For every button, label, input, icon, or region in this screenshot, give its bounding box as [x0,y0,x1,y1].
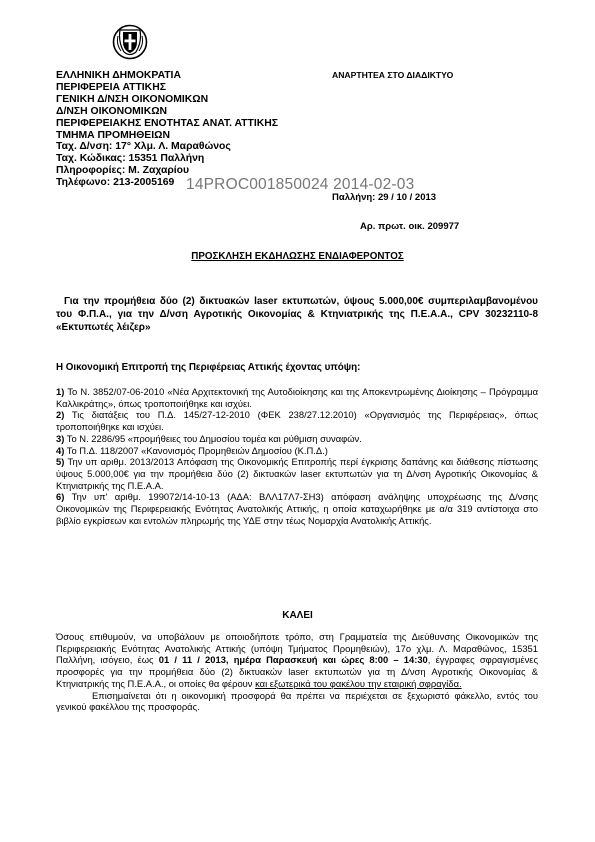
header-phone: Τηλέφωνο: 213-2005169 [56,177,175,189]
list-item [56,445,538,457]
item-number: 3) [56,432,65,444]
seal-requirement-text: και εξωτερικά του φακέλου την εταιρική σφραγίδα. [255,677,462,689]
list-item [56,433,538,445]
header-regional-unit: ΠΕΡΙΦΕΡΕΙΑΚΗΣ ΕΝΟΤΗΤΑΣ ΑΝΑΤ. ΑΤΤΙΚΗΣ [56,117,278,129]
header-postal-code: Ταχ. Κώδικας: 15351 Παλλήνη [56,153,205,165]
item-number: 5) [56,456,65,468]
header-address: Ταχ. Δ/νση: 17° Χλμ. Λ. Μαραθώνος [56,141,231,153]
item-number: 4) [56,444,65,456]
item-text: Την υπ' αριθμ. 199072/14-10-13 (ΑΔΑ: ΒΛΛ17Λ7-ΣΗ3) απόφαση ανάληψης υποχρέωσης της Δ/νσης Οικονομικών της Περιφερειακής Ενότητας Ανατολικής Αττικής, η οποία καταχωρήθηκε με α/α 319 αντίστοιχα στο βιβλίο εγκρίσεων και εντολών πληρωμής της ΥΔΕ στην τέως Νομαρχία Ανατολικής Αττικής. [56,491,538,526]
list-item [56,456,538,491]
item-text: Το Π.Δ. 118/2007 «Κανονισμός Προμηθειών Δημοσίου (Κ.Π.Δ.) [66,444,328,456]
place-date: Παλλήνη: 29 / 10 / 2013 [332,192,437,203]
item-number: 6) [56,491,65,503]
subject-paragraph: Για την προμήθεια δύο (2) δικτυακών laser εκτυπωτών, ύψους 5.000,00€ συμπεριλαμβανομένου του Φ.Π.Α., για την Δ/νση Αγροτικής Οικονομίας & Κτηνιατρικής της Π.Ε.Α.Α., CPV 30232110-8 «Εκτυπωτές λέιζερ» [56,296,538,333]
intro-line: Η Οικονομική Επιτροπή της Περιφέρειας Αττικής έχοντας υπόψη: [56,362,361,373]
ada-stamp: 14PROC001850024 2014-02-03 [186,176,415,193]
issuer-header [56,70,278,189]
header-contact-person: Πληροφορίες: Μ. Ζαχαρίου [56,165,190,177]
header-region: ΠΕΡΙΦΕΡΕΙΑ ΑΤΤΙΚΗΣ [56,81,166,93]
header-country: ΕΛΛΗΝΙΚΗ ΔΗΜΟΚΡΑΤΙΑ [56,70,181,81]
header-department: ΤΜΗΜΑ ΠΡΟΜΗΘΕΙΩΝ [56,129,170,141]
document-title: ΠΡΟΣΚΛΗΣΗ ΕΚΔΗΛΩΣΗΣ ΕΝΔΙΑΦΕΡΟΝΤΟΣ [191,251,404,262]
header-general-directorate: ΓΕΝΙΚΗ Δ/ΝΣΗ ΟΙΚΟΝΟΜΙΚΩΝ [56,93,209,105]
list-item [56,409,538,432]
call-body [56,631,538,713]
list-item [56,386,538,409]
considerations-list [56,386,538,526]
call-paragraph [56,631,538,690]
financial-offer-note: Επισημαίνεται ότι η οικονομική προσφορά θα πρέπει να περιέχεται σε ξεχωριστό φάκελλο, εντός του γενικού φακέλλου της προσφοράς. [56,689,538,713]
protocol-number: Αρ. πρωτ. οικ. 209977 [360,221,460,232]
item-text: Το Ν. 2286/95 «προμήθειες του Δημοσίου τομέα και ρύθμιση συναφών. [66,432,362,444]
call-heading: ΚΑΛΕΙ [282,610,313,621]
item-number: 1) [56,386,65,397]
item-number: 2) [56,409,65,421]
call-text-b: , έγγραφες σφραγισμένες προσφορές για την προμήθεια δύο (2) δικτυακών laser εκτυπωτών για τη Δ/νση Αγροτικής Οικονομίας & Κτηνιατρικής της Π.Ε.Α.Α., οι οποίες θα φέρουν [56,654,538,689]
item-text: Το Ν. 3852/07-06-2010 «Νέα Αρχιτεκτονική της Αυτοδιοίκησης και της Αποκεντρωμένης Διοίκησης – Πρόγραμμα Καλλικράτης», όπως τροποποιήθηκε και ισχύει. [56,386,538,409]
header-directorate: Δ/ΝΣΗ ΟΙΚΟΝΟΜΙΚΩΝ [56,105,168,117]
greek-coat-of-arms-icon [112,24,148,60]
item-text: Τις διατάξεις του Π.Δ. 145/27-12-2010 (ΦΕΚ 238/27.12.2010) «Οργανισμός της Περιφέρειας», όπως τροποποιήθηκε και ισχύει. [56,409,538,433]
publish-note: ΑΝΑΡΤΗΤΕΑ ΣΤΟ ΔΙΑΔΙΚΤΥΟ [332,70,454,80]
call-text-a: Όσους επιθυμούν, να υποβάλουν με οποιοδήποτε τρόπο, στη Γραμματεία της Διεύθυνσης Οικονομικών της Περιφερειακής Ενότητας Ανατολικής Αττικής (υπόψη Τμήματος Προμηθειών), 17ο χλμ. Λ. Μαραθώνος, 15351 Παλλήνη, ισόγειο, έως [56,631,538,666]
list-item [56,491,538,526]
item-text: Την υπ αριθμ. 2013/2013 Απόφαση της Οικονομικής Επιτροπής περί έγκρισης δαπάνης και διάθεσης πίστωσης ύψους 5.000,00€ για την προμήθεια δύο (2) δικτυακών laser εκτυπωτών για τη Δ/νση Αγροτικής Οικονομίας & Κτηνιατρικής της Π.Ε.Α.Α. [56,456,538,491]
deadline-text: 01 / 11 / 2013, ημέρα Παρασκευή και ώρες 8:00 – 14:30 [158,654,428,666]
